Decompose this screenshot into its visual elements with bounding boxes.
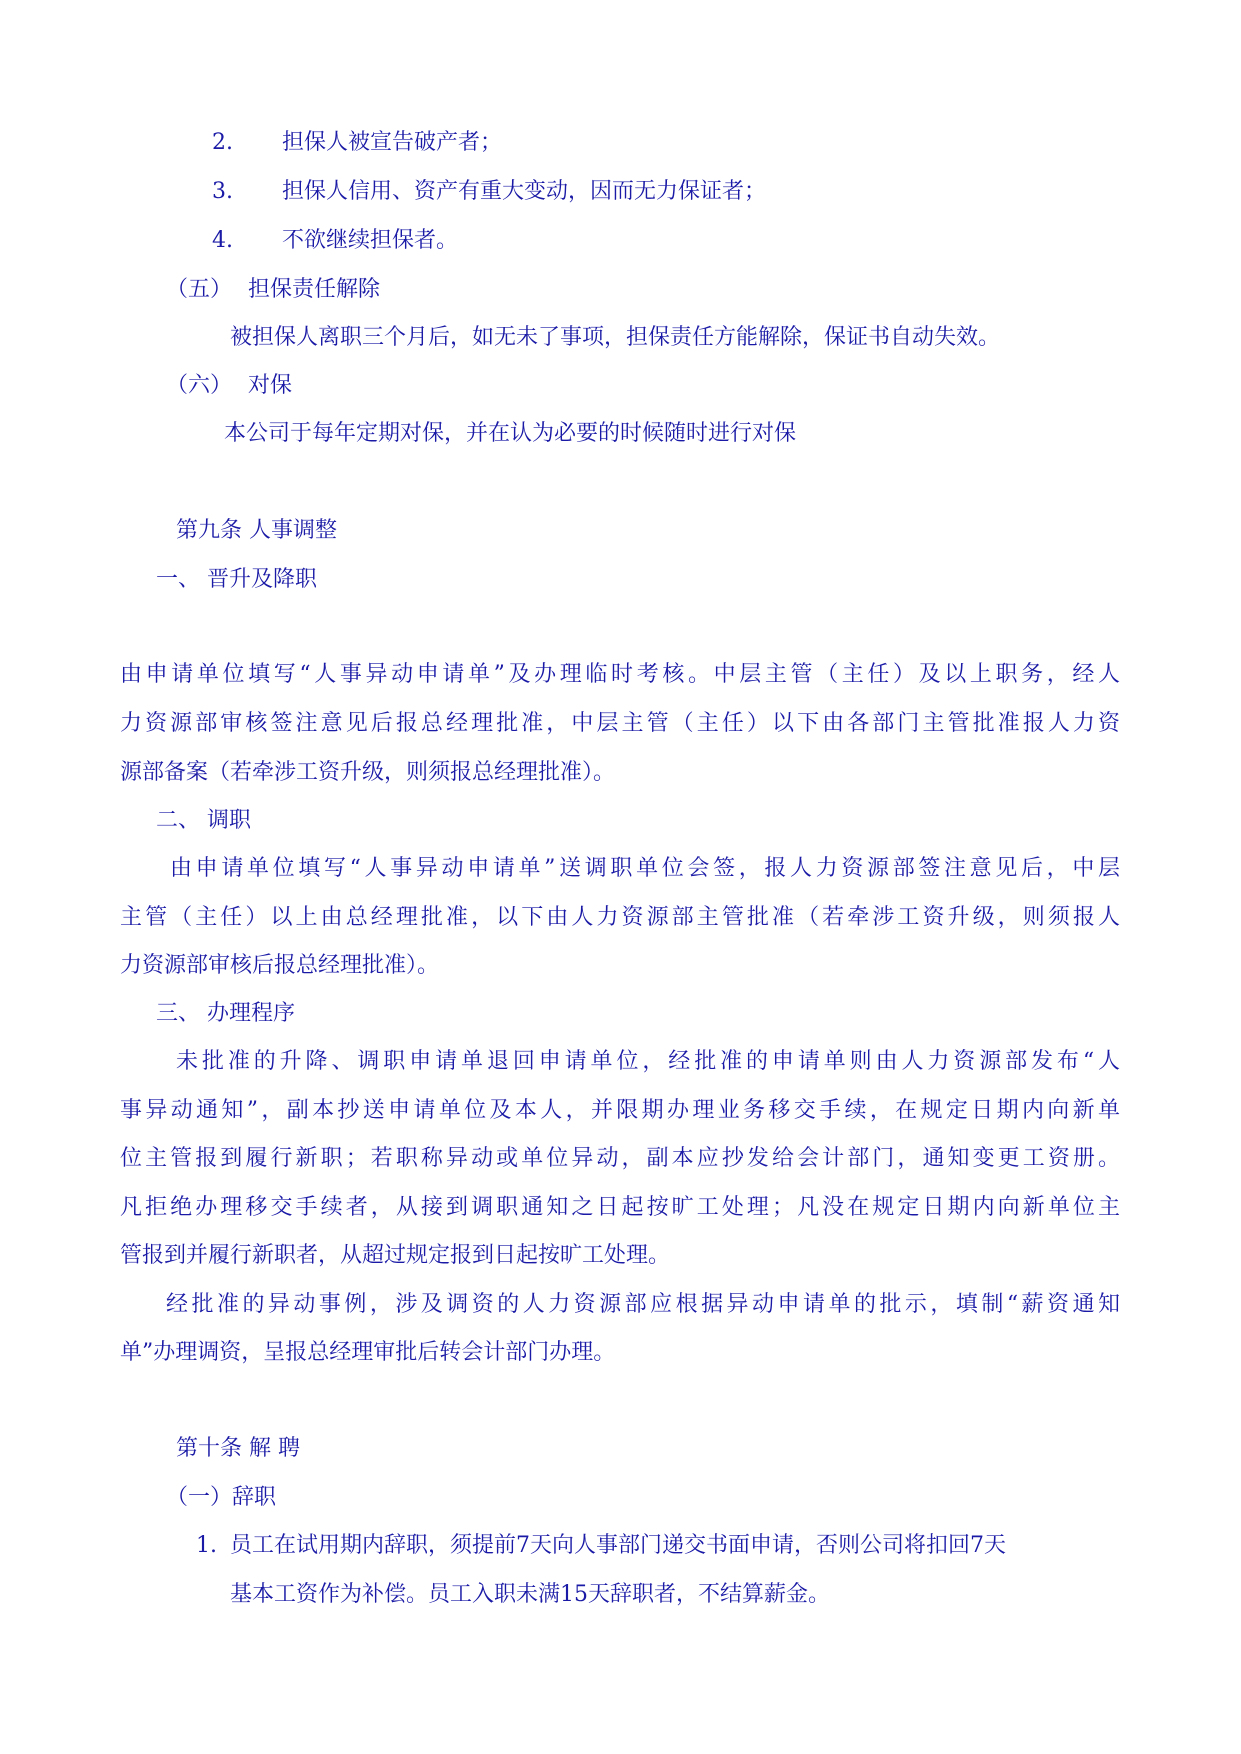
paragraph-line: 经批准的异动事例，涉及调资的人力资源部应根据异动申请单的批示，填制“薪资通知	[166, 1292, 1120, 1317]
list-text: 担保人被宣告破产者；	[282, 130, 503, 155]
list-text: 不欲继续担保者。	[282, 228, 459, 253]
section-number: （五）	[166, 277, 233, 302]
list-text: 担保人信用、资产有重大变动，因而无力保证者；	[282, 179, 767, 204]
list-number: 4.	[212, 228, 233, 253]
paragraph-line: 源部备案（若牵涉工资升级，则须报总经理批准）。	[120, 760, 616, 785]
subsection-heading-1: 一、 晋升及降职	[156, 567, 317, 592]
article-9-heading: 第九条 人事调整	[176, 518, 337, 543]
paragraph-line: 本公司于每年定期对保，并在认为必要的时候随时进行对保	[224, 421, 797, 446]
article-10-heading: 第十条 解 聘	[176, 1436, 300, 1461]
paragraph-line: 力资源部审核签注意见后报总经理批准，中层主管（主任）以下由各部门主管批准报人力资	[120, 711, 1120, 736]
section-title: 对保	[248, 373, 293, 398]
paragraph-line: 凡拒绝办理移交手续者，从接到调职通知之日起按旷工处理；凡没在规定日期内向新单位主	[120, 1195, 1120, 1220]
paragraph-line: 力资源部审核后报总经理批准）。	[120, 953, 440, 978]
paragraph-line: 管报到并履行新职者，从超过规定报到日起按旷工处理。	[120, 1243, 671, 1268]
paragraph-line: 事异动通知”，副本抄送申请单位及本人，并限期办理业务移交手续，在规定日期内向新单	[120, 1098, 1120, 1123]
paragraph-line: 位主管报到履行新职；若职称异动或单位异动，副本应抄发给会计部门，通知变更工资册。	[120, 1146, 1120, 1171]
paragraph-line: 由申请单位填写“人事异动申请单”送调职单位会签，报人力资源部签注意见后，中层	[170, 856, 1120, 881]
list-item-1	[196, 1531, 1006, 1561]
section-heading-5	[166, 275, 380, 305]
paragraph-line: 主管（主任）以上由总经理批准，以下由人力资源部主管批准（若牵涉工资升级，则须报人	[120, 905, 1120, 930]
subsection-heading-2: 二、 调职	[156, 808, 251, 833]
list-number: 3.	[212, 179, 233, 204]
paragraph-line: 未批准的升降、调职申请单退回申请单位，经批准的申请单则由人力资源部发布“人	[176, 1049, 1120, 1074]
list-number: 2.	[212, 130, 233, 155]
subsection-heading-3: 三、 办理程序	[156, 1001, 295, 1026]
list-text: 员工在试用期内辞职，须提前7天向人事部门递交书面申请，否则公司将扣回7天	[230, 1533, 1006, 1558]
list-item-3	[212, 177, 766, 207]
section-number: （六）	[166, 373, 233, 398]
paragraph-line: 由申请单位填写“人事异动申请单”及办理临时考核。中层主管（主任）及以上职务，经人	[120, 662, 1120, 687]
list-item-continuation: 基本工资作为补偿。员工入职未满15天辞职者，不结算薪金。	[230, 1582, 830, 1607]
list-number: 1.	[196, 1533, 217, 1558]
list-item-4	[212, 226, 458, 256]
section-heading-6	[166, 371, 292, 401]
subsection-heading-resign: （一）辞职	[166, 1485, 277, 1510]
paragraph-line: 被担保人离职三个月后，如无未了事项，担保责任方能解除，保证书自动失效。	[230, 325, 1001, 350]
section-title: 担保责任解除	[248, 277, 381, 302]
list-item-2	[212, 128, 502, 158]
paragraph-line: 单”办理调资，呈报总经理审批后转会计部门办理。	[120, 1340, 616, 1365]
